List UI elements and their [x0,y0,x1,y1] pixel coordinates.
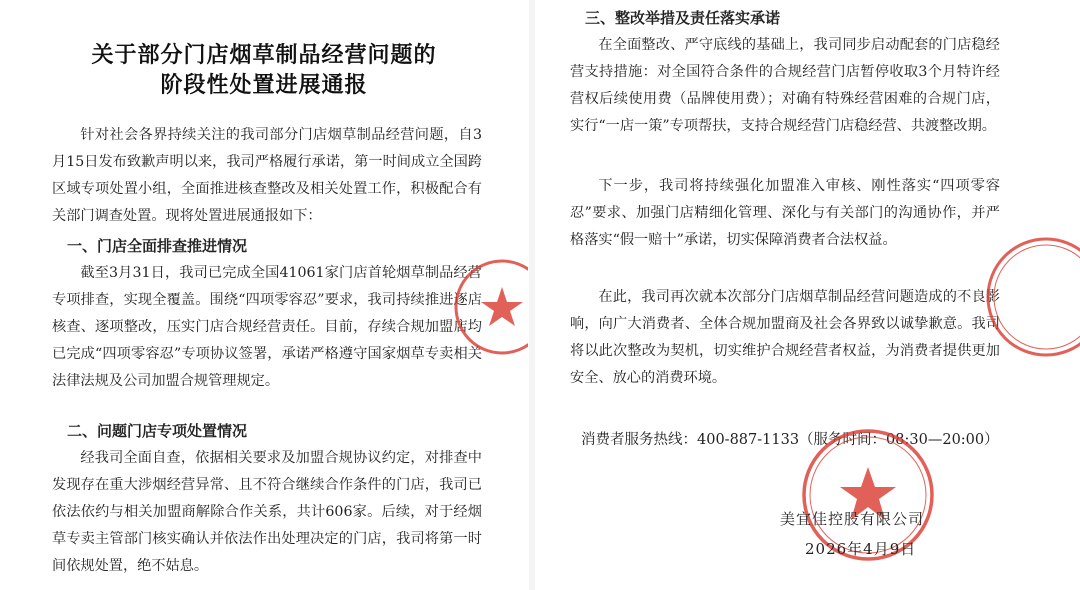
next-steps-block [570,173,1000,254]
hotline-text: 消费者服务热线：400-887-1133（服务时间：08:30—20:00） [581,432,999,448]
company-seal-left-icon [452,257,528,357]
intro-paragraph: 针对社会各界持续关注的我司部分门店烟草制品经营问题，自3月15日发布致歉声明以来，我司严格履行承诺，第一时间成立全国跨区域专项处置小组，全面推进核查整改及相关处置工作，积极配合有关部门调查处置。现将处置进展通报如下： [52,127,482,224]
section1-paragraph: 截至3月31日，我司已完成全国41061家门店首轮烟草制品经营专项排查，实现全覆盖。围绕“四项零容忍”要求，我司持续推进逐店核查、逐项整改，压实门店合规经营责任。目前，存续合规加盟店均已完成“四项零容忍”专项协议签署，承诺严格遵守国家烟草专卖相关法律法规及公司加盟合规管理规定。 [52,265,482,389]
notice-left-page [0,0,528,590]
section1-block [52,233,482,395]
document-title-line1: 关于部分门店烟草制品经营问题的 [91,42,437,68]
page-divider [529,0,535,590]
document-title-line2: 阶段性处置进展通报 [160,72,368,98]
section3-paragraph1: 在全面整改、严守底线的基础上，我司同步启动配套的门店稳经营支持措施：对全国符合条件的合规经营门店暂停收取3个月特许经营权后续使用费（品牌使用费）；对确有特殊经营困难的合规门店，实行“一店一策”专项帮扶，支持合规经营门店稳经营、共渡整改期。 [570,37,1000,134]
signature-company: 美宜佳控股有限公司 [780,510,925,528]
section3-paragraph3: 在此，我司再次就本次部分门店烟草制品经营问题造成的不良影响，向广大消费者、全体合规加盟商及社会各界致以诚挚歉意。我司将以此次整改为契机，切实维护合规经营者权益，为消费者提供更加安全、放心的消费环境。 [570,289,1000,386]
section2-heading: 二、问题门店专项处置情况 [67,422,248,440]
intro-block [52,122,482,230]
section2-paragraph: 经我司全面自查，依据相关要求及加盟合规协议约定，对排查中发现存在重大涉烟经营异常、且不符合继续合作条件的门店，我司已依法依约与相关加盟商解除合作关系，共计606家。后续，对于经烟草专卖主管部门核实确认并依法作出处理决定的门店，我司将第一时间依规处置，绝不姑息。 [52,450,482,574]
section3-paragraph2: 下一步，我司将持续强化加盟准入审核、刚性落实“四项零容忍”要求、加强门店精细化管理、深化与有关部门的沟通协作，并严格落实“假一赔十”承诺，切实保障消费者合法权益。 [570,178,1000,248]
section1-heading: 一、门店全面排查推进情况 [67,237,248,255]
company-seal-right-edge-icon [980,232,1080,362]
section2-block [52,418,482,580]
apology-block [570,284,1000,392]
section3-heading: 三、整改举措及责任落实承诺 [585,9,781,27]
section3-block [570,5,1000,140]
signature-date: 2026年4月9日 [805,540,917,558]
